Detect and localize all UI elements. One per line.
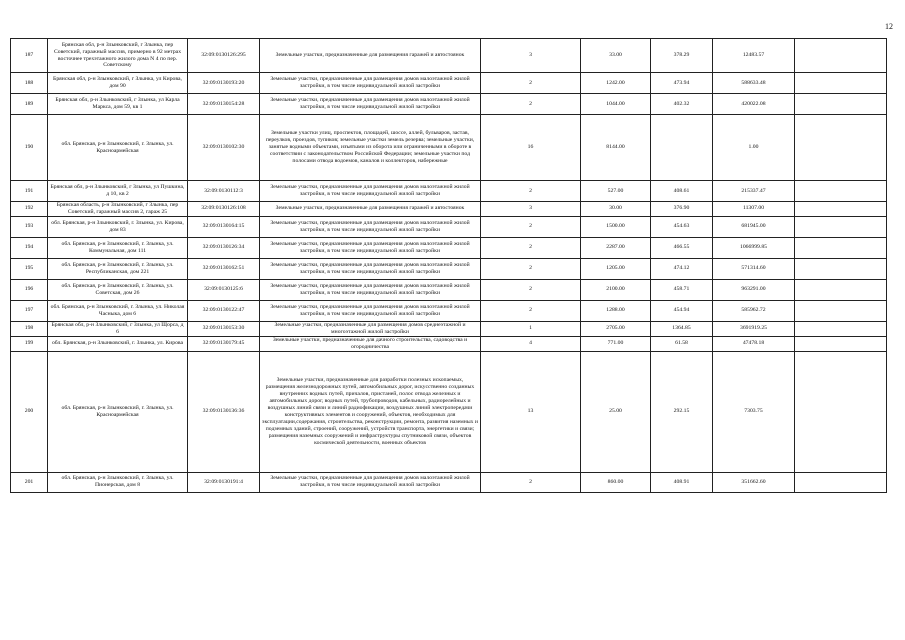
area-cell: 1242.00 <box>581 73 651 94</box>
area-cell: 8144.00 <box>581 115 651 181</box>
land-use-cell: Земельные участки, предназначенные для размещения домов малоэтажной жилой застройки, в том числе индивидуальной жилой застройки <box>260 279 481 300</box>
table-row <box>11 351 887 472</box>
cadastral-cost-cell: 351662.60 <box>713 472 795 492</box>
area-cell: 2705.00 <box>581 321 651 336</box>
row-number: 191 <box>11 181 48 202</box>
cadastral-cost-cell: 588633.48 <box>713 73 795 94</box>
table-row <box>11 336 887 351</box>
cadastral-number-cell: 32:09:0130191:4 <box>188 472 260 492</box>
table-row <box>11 39 887 73</box>
cadastral-cost-cell: 3691919.25 <box>713 321 795 336</box>
group-cell: 2 <box>481 300 581 321</box>
specific-value-cell: 454.63 <box>651 216 713 237</box>
area-cell: 1205.00 <box>581 258 651 279</box>
land-use-cell: Земельные участки, предназначенные для размещения домов малоэтажной жилой застройки, в том числе индивидуальной жилой застройки <box>260 216 481 237</box>
specific-value-cell: 376.90 <box>651 202 713 217</box>
address-cell: обл. Брянская, р-н Злынковский, г. Злынка, ул. Кирова, дом 83 <box>48 216 188 237</box>
specific-value-cell: 1364.85 <box>651 321 713 336</box>
address-cell: Брянская обл, р-н Злынковский, г Злынка, ул Пушкина, д 10, кв 2 <box>48 181 188 202</box>
table-row <box>11 202 887 217</box>
empty-cell <box>795 202 887 217</box>
cadastral-number-cell: 32:09:0130162:51 <box>188 258 260 279</box>
area-cell: 2100.00 <box>581 279 651 300</box>
row-number: 188 <box>11 73 48 94</box>
cadastral-number-cell: 32:09:0130122:47 <box>188 300 260 321</box>
land-use-cell: Земельные участки, предназначенные для размещения домов малоэтажной жилой застройки, в том числе индивидуальной жилой застройки <box>260 94 481 115</box>
group-cell: 13 <box>481 351 581 472</box>
address-cell: Брянская обл, р-н Злынковский, г Злынка, ул Кирова, дом 90 <box>48 73 188 94</box>
land-use-cell: Земельные участки, предназначенные для размещения гаражей и автостоянок <box>260 202 481 217</box>
row-number: 201 <box>11 472 48 492</box>
row-number: 189 <box>11 94 48 115</box>
empty-cell <box>795 300 887 321</box>
cadastral-cost-cell: 12483.57 <box>713 39 795 73</box>
cadastral-number-cell: 32:09:0130154:28 <box>188 94 260 115</box>
area-cell: 527.00 <box>581 181 651 202</box>
empty-cell <box>795 73 887 94</box>
specific-value-cell: 402.32 <box>651 94 713 115</box>
table-row <box>11 216 887 237</box>
specific-value-cell: 292.15 <box>651 351 713 472</box>
area-cell: 2287.00 <box>581 237 651 258</box>
row-number: 194 <box>11 237 48 258</box>
empty-cell <box>795 321 887 336</box>
group-cell: 2 <box>481 181 581 202</box>
address-cell: обл. Брянская, р-н Злынковский, г. Злынка, ул. Советская, дом 26 <box>48 279 188 300</box>
empty-cell <box>795 336 887 351</box>
cadastral-cost-cell: 11307.00 <box>713 202 795 217</box>
address-cell: обл. Брянская, р-н Злынковский, г. Злынка, ул. Республиканская, дом 221 <box>48 258 188 279</box>
empty-cell <box>795 181 887 202</box>
specific-value-cell: 458.71 <box>651 279 713 300</box>
specific-value-cell: 408.61 <box>651 181 713 202</box>
cadastral-number-cell: 32:09:0130126:108 <box>188 202 260 217</box>
address-cell: Брянская область, р-н Злынковский, г Злынка, пер Советский, гаражный массив 2, гараж 25 <box>48 202 188 217</box>
cadastral-number-cell: 32:09:0130179:45 <box>188 336 260 351</box>
land-use-cell: Земельные участки, предназначенные для размещения домов среднеэтажной и многоэтажной жилой застройки <box>260 321 481 336</box>
address-cell: Брянская обл, р-н Злынковский, г Злынка, пер Советский, гаражный массив, примерно в 92 метрах восточнее трехэтажного жилого дома N 4 по пер. Советскому <box>48 39 188 73</box>
empty-cell <box>795 237 887 258</box>
cadastral-number-cell: 32:09:0130125:6 <box>188 279 260 300</box>
address-cell: Брянская обл, р-н Злынковский, г Злынка, ул Карла Маркса, дом 59, кв 1 <box>48 94 188 115</box>
empty-cell <box>795 472 887 492</box>
cadastral-cost-cell: 215337.47 <box>713 181 795 202</box>
row-number: 200 <box>11 351 48 472</box>
cadastral-cost-cell: 585962.72 <box>713 300 795 321</box>
cadastral-cost-cell: 963291.00 <box>713 279 795 300</box>
cadastral-number-cell: 32:09:0130136:36 <box>188 351 260 472</box>
land-use-cell: Земельные участки, предназначенные для размещения гаражей и автостоянок <box>260 39 481 73</box>
cadastral-cost-cell: 420022.08 <box>713 94 795 115</box>
group-cell: 1 <box>481 321 581 336</box>
area-cell: 1500.00 <box>581 216 651 237</box>
address-cell: Брянская обл, р-н Злынковский, г Злынка, ул Щорса, д 6 <box>48 321 188 336</box>
land-use-cell: Земельные участки, предназначенные для размещения домов малоэтажной жилой застройки, в том числе индивидуальной жилой застройки <box>260 472 481 492</box>
empty-cell <box>795 216 887 237</box>
table-row <box>11 300 887 321</box>
row-number: 190 <box>11 115 48 181</box>
group-cell: 4 <box>481 336 581 351</box>
table-body <box>11 39 887 493</box>
cadastral-number-cell: 32:09:0130126:295 <box>188 39 260 73</box>
land-use-cell: Земельные участки, предназначенные для размещения домов малоэтажной жилой застройки, в том числе индивидуальной жилой застройки <box>260 300 481 321</box>
row-number: 198 <box>11 321 48 336</box>
row-number: 192 <box>11 202 48 217</box>
table-row <box>11 279 887 300</box>
group-cell: 2 <box>481 279 581 300</box>
cadastral-cost-cell: 47478.18 <box>713 336 795 351</box>
group-cell: 3 <box>481 202 581 217</box>
table-row <box>11 258 887 279</box>
specific-value-cell <box>651 115 713 181</box>
address-cell: обл. Брянская, р-н Злынковский, г. Злынка, ул. Красноармейская <box>48 115 188 181</box>
group-cell: 2 <box>481 472 581 492</box>
address-cell: обл. Брянская, р-н Злынковский, г. Злынка, ул. Коммунальная, дом 111 <box>48 237 188 258</box>
cadastral-number-cell: 32:09:0130193:20 <box>188 73 260 94</box>
cadastral-number-cell: 32:09:0130164:15 <box>188 216 260 237</box>
empty-cell <box>795 258 887 279</box>
address-cell: обл. Брянская, р-н Злынковский, г. Злынка, ул. Николая Часныка, дом 6 <box>48 300 188 321</box>
table-row <box>11 94 887 115</box>
group-cell: 2 <box>481 94 581 115</box>
area-cell: 30.00 <box>581 202 651 217</box>
land-use-cell: Земельные участки, предназначенные для разработки полезных ископаемых, размещения железнодорожных путей, автомобильных дорог, искусственно созданных внутренних водных путей, причалов, пристаней, полос отвода железных и автомобильных дорог, водных путей, трубопроводов, кабельных, радиорелейных и воздушных линий связи и линий радиофикации, воздушных линий электропередачи конструктивных элементов и сооружений, объектов, необходимых для эксплуатации,содержания, строительства, реконструкции, ремонта, развития наземных и подземных зданий, строений, сооружений, устройств транспорта, энергетики и связи; размещения наземных сооружений и инфраструктуры спутниковой связи, объектов космической деятельности, военных объектов <box>260 351 481 472</box>
area-cell: 33.00 <box>581 39 651 73</box>
group-cell: 2 <box>481 237 581 258</box>
land-use-cell: Земельные участки, предназначенные для размещения домов малоэтажной жилой застройки, в том числе индивидуальной жилой застройки <box>260 181 481 202</box>
address-cell: обл. Брянская, р-н Злынковский, г. Злынка, ул. Пионерская, дом 8 <box>48 472 188 492</box>
specific-value-cell: 408.91 <box>651 472 713 492</box>
cadastral-value-table <box>10 38 887 493</box>
address-cell: обл. Брянская, р-н Злынковский, г. Злынка, ул. Красноармейская <box>48 351 188 472</box>
cadastral-number-cell: 32:09:0130126:34 <box>188 237 260 258</box>
area-cell: 860.00 <box>581 472 651 492</box>
cadastral-cost-cell: 1066999.85 <box>713 237 795 258</box>
cadastral-number-cell: 32:09:0130102:30 <box>188 115 260 181</box>
group-cell: 3 <box>481 39 581 73</box>
specific-value-cell: 474.12 <box>651 258 713 279</box>
land-use-cell: Земельные участки, предназначенные для размещения домов малоэтажной жилой застройки, в том числе индивидуальной жилой застройки <box>260 73 481 94</box>
table-row <box>11 321 887 336</box>
cadastral-cost-cell: 1.00 <box>713 115 795 181</box>
group-cell: 2 <box>481 258 581 279</box>
row-number: 197 <box>11 300 48 321</box>
empty-cell <box>795 94 887 115</box>
row-number: 195 <box>11 258 48 279</box>
land-use-cell: Земельные участки, предназначенные для размещения домов малоэтажной жилой застройки, в том числе индивидуальной жилой застройки <box>260 258 481 279</box>
area-cell: 1288.00 <box>581 300 651 321</box>
group-cell: 2 <box>481 216 581 237</box>
specific-value-cell: 378.29 <box>651 39 713 73</box>
cadastral-cost-cell: 571314.60 <box>713 258 795 279</box>
area-cell: 771.00 <box>581 336 651 351</box>
table-row <box>11 181 887 202</box>
area-cell: 25.00 <box>581 351 651 472</box>
specific-value-cell: 473.94 <box>651 73 713 94</box>
empty-cell <box>795 351 887 472</box>
row-number: 187 <box>11 39 48 73</box>
group-cell: 16 <box>481 115 581 181</box>
empty-cell <box>795 115 887 181</box>
table-row <box>11 472 887 492</box>
cadastral-number-cell: 32:09:0130153:30 <box>188 321 260 336</box>
land-use-cell: Земельные участки улиц, проспектов, площадей, шоссе, аллей, бульваров, застав, переулков, проездов, тупиков; земельные участки земель резерва; земельные участки, занятые водными объектами, изъятыми из оборота или ограниченными в обороте в соответствии с законодательством Российской Федерации; земельные участки под полосами отвода водоемов, каналов и коллекторов, набережные <box>260 115 481 181</box>
page-number: 12 <box>885 22 893 31</box>
row-number: 193 <box>11 216 48 237</box>
cadastral-cost-cell: 7303.75 <box>713 351 795 472</box>
specific-value-cell: 454.94 <box>651 300 713 321</box>
group-cell: 2 <box>481 73 581 94</box>
cadastral-cost-cell: 681945.00 <box>713 216 795 237</box>
table-row <box>11 115 887 181</box>
area-cell: 1044.00 <box>581 94 651 115</box>
specific-value-cell: 61.58 <box>651 336 713 351</box>
address-cell: обл. Брянская, р-н Злынковский, г. Злынка, ул. Кирова <box>48 336 188 351</box>
table-row <box>11 73 887 94</box>
land-use-cell: Земельные участки, предназначенные для размещения домов малоэтажной жилой застройки, в том числе индивидуальной жилой застройки <box>260 237 481 258</box>
empty-cell <box>795 279 887 300</box>
specific-value-cell: 466.55 <box>651 237 713 258</box>
empty-cell <box>795 39 887 73</box>
row-number: 199 <box>11 336 48 351</box>
row-number: 196 <box>11 279 48 300</box>
table-row <box>11 237 887 258</box>
land-use-cell: Земельные участки, предназначенные для дачного строительства, садоводства и огородничества <box>260 336 481 351</box>
cadastral-number-cell: 32:09:0130112:3 <box>188 181 260 202</box>
